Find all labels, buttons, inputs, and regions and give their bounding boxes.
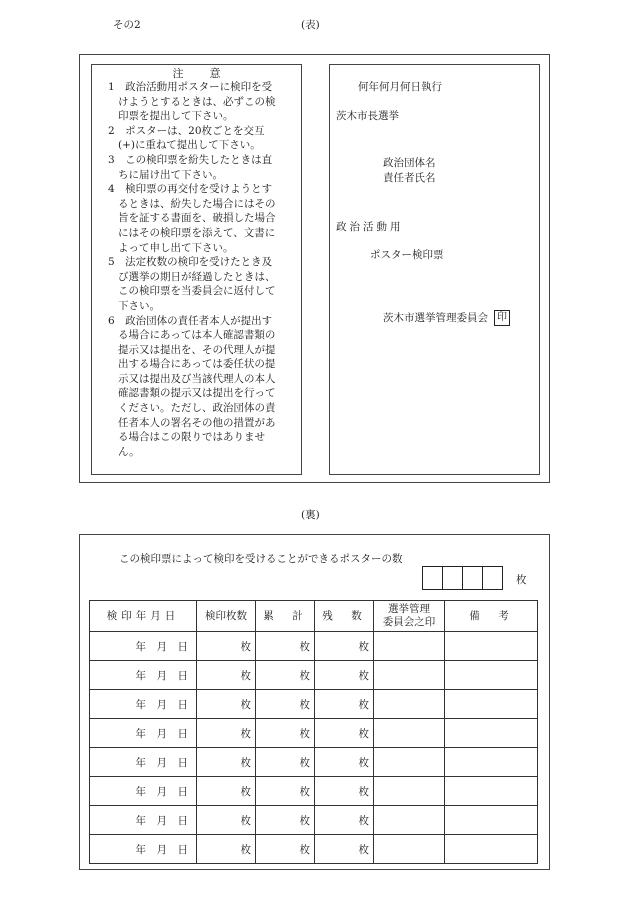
notice-item-2: 2 ポスターは、20枚ごとを交互 bbox=[108, 124, 265, 137]
table-row bbox=[90, 632, 538, 661]
table-row bbox=[90, 719, 538, 748]
back-side-label: (裏) bbox=[301, 509, 320, 521]
committee-seal-cell[interactable] bbox=[374, 661, 445, 690]
notice-item-3: 3 この検印票を紛失したときは直 bbox=[108, 153, 273, 166]
remarks-cell[interactable] bbox=[445, 777, 538, 806]
table-header-row bbox=[90, 601, 538, 632]
stamp-record-table bbox=[89, 600, 538, 864]
poster-count-unit: 枚 bbox=[516, 574, 527, 586]
notice-item-line: ん。 bbox=[118, 445, 140, 458]
notice-list bbox=[108, 80, 296, 459]
issuer bbox=[383, 310, 510, 326]
count-digit-box[interactable] bbox=[422, 566, 443, 590]
org-name-label: 政治団体名 bbox=[383, 157, 436, 169]
stamp-count-cell[interactable]: 枚 bbox=[197, 835, 256, 864]
notice-item-line: び選挙の期日が経過したときは、 bbox=[118, 270, 276, 283]
ticket-name: ポスター検印票 bbox=[370, 249, 444, 261]
remarks-cell[interactable] bbox=[445, 806, 538, 835]
notice-item-line: けようとするときは、必ずこの検 bbox=[118, 95, 276, 108]
notice-item-line: (+)に重ねて提出して下さい。 bbox=[118, 139, 261, 152]
notice-item-4: 4 検印票の再交付を受けようとす bbox=[108, 183, 273, 196]
issuer-name: 茨木市選挙管理委員会 bbox=[383, 312, 488, 324]
stamp-count-cell[interactable]: 枚 bbox=[197, 661, 256, 690]
notice-item-line: よって申し出て下さい。 bbox=[118, 241, 234, 254]
notice-item-line: 提示又は提出を、その代理人が提 bbox=[118, 343, 276, 356]
cumulative-cell[interactable]: 枚 bbox=[256, 719, 315, 748]
col-stamp-date: 検印年月日 bbox=[90, 601, 197, 632]
remaining-cell[interactable]: 枚 bbox=[315, 719, 374, 748]
count-digit-box[interactable] bbox=[442, 566, 463, 590]
poster-count-label: この検印票によって検印を受けることができるポスターの数 bbox=[119, 553, 403, 565]
remaining-cell[interactable]: 枚 bbox=[315, 661, 374, 690]
committee-seal-cell[interactable] bbox=[374, 835, 445, 864]
notice-item-1: 1 政治活動用ポスターに検印を受 bbox=[108, 81, 273, 93]
stamp-date-cell[interactable]: 年 月 日 bbox=[90, 748, 197, 777]
col-cumulative: 累 計 bbox=[256, 601, 315, 632]
count-digit-box[interactable] bbox=[462, 566, 483, 590]
ticket-panel bbox=[329, 64, 540, 475]
remarks-cell[interactable] bbox=[445, 719, 538, 748]
stamp-date-cell[interactable]: 年 月 日 bbox=[90, 806, 197, 835]
election-date: 何年何月何日執行 bbox=[358, 81, 442, 93]
remarks-cell[interactable] bbox=[445, 661, 538, 690]
remarks-cell[interactable] bbox=[445, 748, 538, 777]
stamp-date-cell[interactable]: 年 月 日 bbox=[90, 835, 197, 864]
notice-item-5: 5 法定枚数の検印を受けたとき及 bbox=[108, 256, 273, 269]
notice-item-line: 旨を証する書面を、破損した場合 bbox=[118, 212, 276, 225]
remaining-cell[interactable]: 枚 bbox=[315, 777, 374, 806]
table-row bbox=[90, 806, 538, 835]
committee-seal-cell[interactable] bbox=[374, 719, 445, 748]
front-side-label: (表) bbox=[301, 19, 320, 31]
cumulative-cell[interactable]: 枚 bbox=[256, 632, 315, 661]
table-row bbox=[90, 777, 538, 806]
cumulative-cell[interactable]: 枚 bbox=[256, 690, 315, 719]
stamp-count-cell[interactable]: 枚 bbox=[197, 806, 256, 835]
col-committee-seal: 選挙管理 委員会之印 bbox=[374, 601, 445, 632]
stamp-count-cell[interactable]: 枚 bbox=[197, 632, 256, 661]
form-number: その2 bbox=[113, 19, 141, 31]
col-stamp-count: 検印枚数 bbox=[197, 601, 256, 632]
cumulative-cell[interactable]: 枚 bbox=[256, 661, 315, 690]
notice-item-line: ください。ただし、政治団体の責 bbox=[118, 402, 276, 415]
seal-mark: 印 bbox=[494, 310, 510, 326]
table-row bbox=[90, 661, 538, 690]
notice-item-line: 印票を提出して下さい。 bbox=[118, 110, 234, 123]
committee-seal-cell[interactable] bbox=[374, 690, 445, 719]
notice-item-line: 任者本人の署名その他の措置があ bbox=[118, 416, 276, 429]
remaining-cell[interactable]: 枚 bbox=[315, 690, 374, 719]
remaining-cell[interactable]: 枚 bbox=[315, 806, 374, 835]
stamp-count-cell[interactable]: 枚 bbox=[197, 719, 256, 748]
stamp-date-cell[interactable]: 年 月 日 bbox=[90, 632, 197, 661]
col-remarks: 備 考 bbox=[445, 601, 538, 632]
count-digit-box[interactable] bbox=[482, 566, 503, 590]
election-name: 茨木市長選挙 bbox=[336, 110, 399, 122]
remaining-cell[interactable]: 枚 bbox=[315, 748, 374, 777]
notice-item-line: この検印票を当委員会に返付して bbox=[118, 285, 276, 298]
notice-item-line: にはその検印票を添えて、文書に bbox=[118, 226, 276, 239]
stamp-count-cell[interactable]: 枚 bbox=[197, 748, 256, 777]
committee-seal-cell[interactable] bbox=[374, 632, 445, 661]
stamp-date-cell[interactable]: 年 月 日 bbox=[90, 777, 197, 806]
cumulative-cell[interactable]: 枚 bbox=[256, 748, 315, 777]
poster-count-boxes bbox=[422, 566, 503, 590]
remarks-cell[interactable] bbox=[445, 632, 538, 661]
cumulative-cell[interactable]: 枚 bbox=[256, 806, 315, 835]
notice-item-line: る場合にあっては本人確認書類の bbox=[118, 329, 276, 342]
committee-seal-cell[interactable] bbox=[374, 748, 445, 777]
notice-item-line: 下さい。 bbox=[118, 299, 160, 312]
notice-item-line: る場合はこの限りではありませ bbox=[118, 431, 265, 444]
table-row bbox=[90, 748, 538, 777]
notice-item-line: 示又は提出及び当該代理人の本人 bbox=[118, 372, 276, 385]
cumulative-cell[interactable]: 枚 bbox=[256, 835, 315, 864]
category-label: 政治活動用 bbox=[336, 221, 404, 233]
remaining-cell[interactable]: 枚 bbox=[315, 835, 374, 864]
rep-name-label: 責任者氏名 bbox=[383, 172, 436, 184]
cumulative-cell[interactable]: 枚 bbox=[256, 777, 315, 806]
notice-title: 注意 bbox=[172, 67, 247, 80]
remarks-cell[interactable] bbox=[445, 690, 538, 719]
notice-item-line: るときは、紛失した場合にはその bbox=[118, 197, 276, 210]
remarks-cell[interactable] bbox=[445, 835, 538, 864]
notice-item-line: ちに届け出て下さい。 bbox=[118, 168, 223, 181]
stamp-count-cell[interactable]: 枚 bbox=[197, 777, 256, 806]
table-row bbox=[90, 690, 538, 719]
committee-seal-cell[interactable] bbox=[374, 806, 445, 835]
stamp-date-cell[interactable]: 年 月 日 bbox=[90, 690, 197, 719]
notice-item-line: 確認書類の提示又は提出を行って bbox=[118, 387, 276, 400]
stamp-date-cell[interactable]: 年 月 日 bbox=[90, 719, 197, 748]
committee-seal-cell[interactable] bbox=[374, 777, 445, 806]
notice-item-line: 出する場合にあっては委任状の提 bbox=[118, 358, 276, 371]
remaining-cell[interactable]: 枚 bbox=[315, 632, 374, 661]
table-row bbox=[90, 835, 538, 864]
notice-item-6: 6 政治団体の責任者本人が提出す bbox=[108, 314, 273, 327]
stamp-date-cell[interactable]: 年 月 日 bbox=[90, 661, 197, 690]
col-remaining: 残 数 bbox=[315, 601, 374, 632]
stamp-count-cell[interactable]: 枚 bbox=[197, 690, 256, 719]
